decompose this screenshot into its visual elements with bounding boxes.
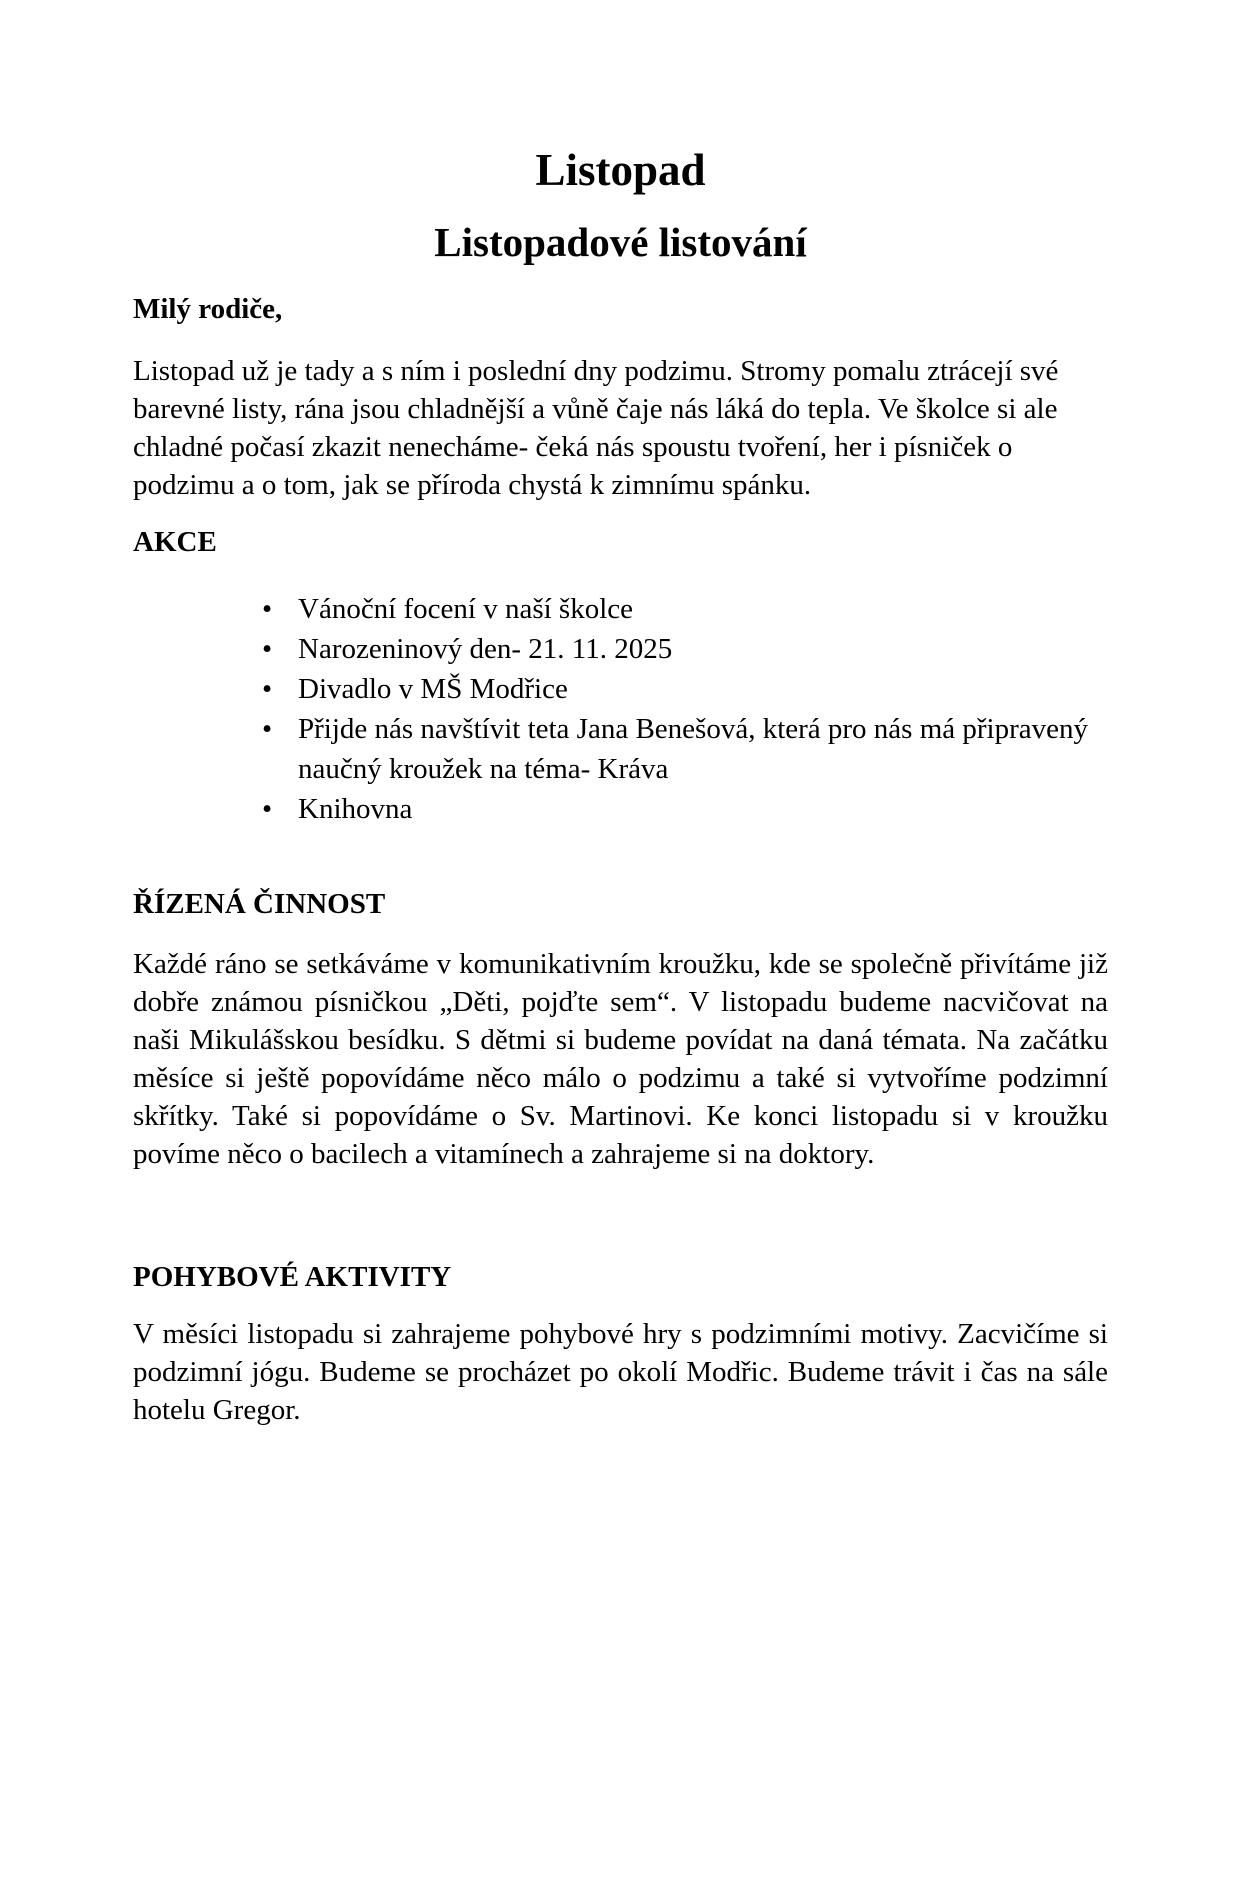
pohybove-aktivity-paragraph: V měsíci listopadu si zahrajeme pohybové hry s podzimními motivy. Zacvičíme si podzimní jógu. Budeme se procházet po okolí Modřic. Budeme trávit i čas na sále hotelu Gregor. [133, 1318, 1108, 1426]
pohybove-aktivity-section-heading: POHYBOVÉ AKTIVITY [133, 1261, 452, 1293]
list-item: • Knihovna [298, 789, 1108, 829]
rizena-cinnost-section-heading: ŘÍZENÁ ČINNOST [133, 888, 386, 920]
list-item: • Přijde nás navštívit teta Jana Benešová, která pro nás má připravený naučný kroužek na téma- Kráva [298, 709, 1108, 789]
intro-paragraph: Listopad už je tady a s ním i poslední dny podzimu. Stromy pomalu ztrácejí své barevné listy, rána jsou chladnější a vůně čaje nás láká do tepla. Ve školce si ale chladné počasí zkazit nenecháme- čeká nás spoustu tvoření, her i písniček o podzimu a o tom, jak se příroda chystá k zimnímu spánku. [133, 355, 1059, 501]
akce-bullet-list [133, 589, 1108, 829]
list-item: • Vánoční focení v naší školce [298, 589, 1108, 629]
greeting-line: Milý rodiče, [133, 293, 283, 325]
list-item: • Narozeninový den- 21. 11. 2025 [298, 629, 1108, 669]
document-page [0, 144, 1241, 1899]
document-title: Listopad [535, 145, 706, 195]
akce-section-heading: AKCE [133, 526, 217, 558]
list-item: • Divadlo v MŠ Modřice [298, 669, 1108, 709]
document-subtitle: Listopadové listování [434, 219, 807, 265]
rizena-cinnost-paragraph: Každé ráno se setkáváme v komunikativním kroužku, kde se společně přivítáme již dobře známou písničkou „Děti, pojďte sem“. V listopadu budeme nacvičovat na naši Mikulášskou besídku. S dětmi si budeme povídat na daná témata. Na začátku měsíce si ještě popovídáme něco málo o podzimu a také si vytvoříme podzimní skřítky. Také si popovídáme o Sv. Martinovi. Ke konci listopadu si v kroužku povíme něco o bacilech a vitamínech a zahrajeme si na doktory. [133, 948, 1108, 1170]
